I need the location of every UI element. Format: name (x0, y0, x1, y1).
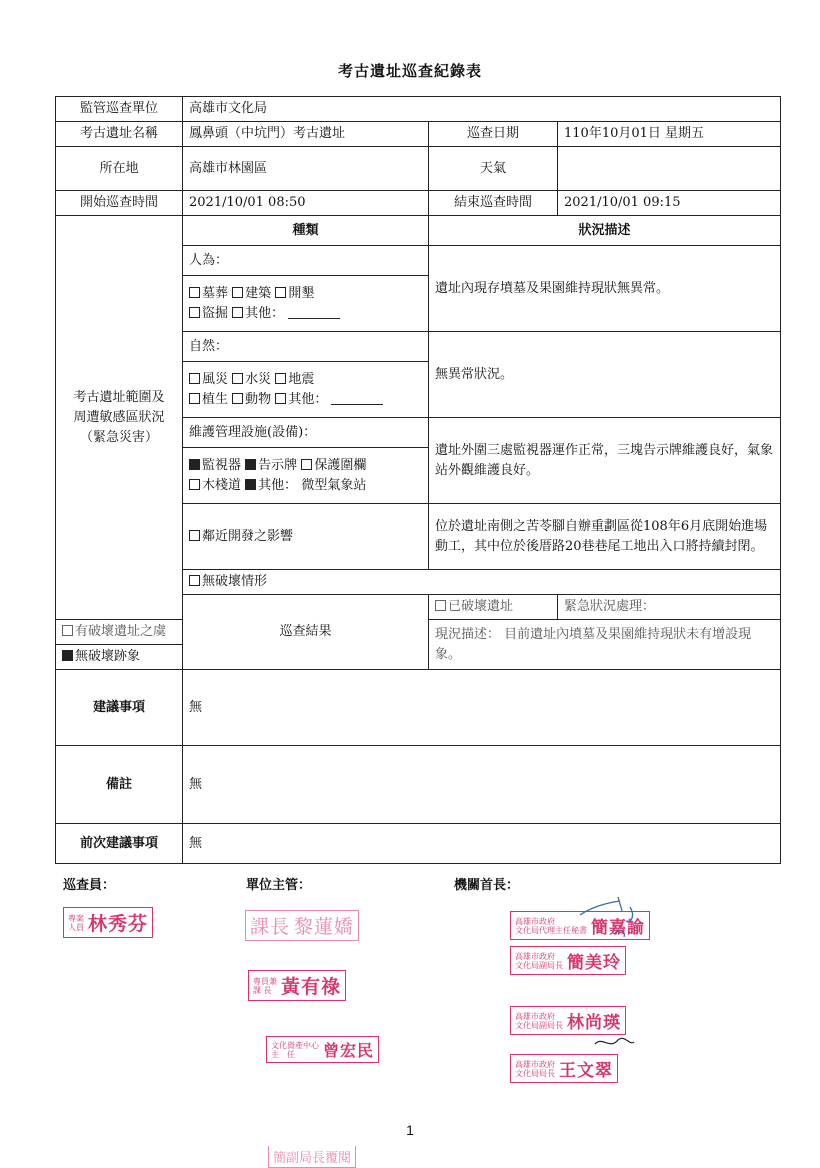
human-opt-building[interactable]: 建築 (232, 286, 271, 301)
facility-opt-camera[interactable]: 監視器 (189, 458, 241, 473)
facility-opt-other[interactable]: 其他： (245, 478, 297, 493)
weather-value (558, 147, 781, 191)
weather-label: 天氣 (429, 147, 558, 191)
facility-opt-boardwalk[interactable]: 木棧道 (189, 478, 241, 493)
no-damage-option[interactable]: 無破壞情形 (183, 570, 781, 595)
result-opt-none[interactable]: 無破壞跡象 (56, 645, 183, 670)
result-opt-risk[interactable]: 有破壞遺址之虞 (56, 620, 183, 645)
scope-label-line-2: 周遭敏感區狀況 (73, 409, 165, 425)
date-label: 巡查日期 (429, 122, 558, 147)
prev-value: 無 (183, 824, 781, 864)
end-label: 結束巡查時間 (429, 191, 558, 216)
type-header: 種類 (183, 216, 429, 246)
nature-opt-flood[interactable]: 水災 (232, 372, 271, 387)
facility-other-text: 微型氣象站 (301, 477, 367, 493)
scope-label (56, 216, 183, 620)
stamp-heritage-center: 文化資產中心 主 任 曾宏民 (266, 1036, 379, 1063)
nature-desc: 無異常狀況。 (429, 332, 781, 418)
human-opt-looting[interactable]: 盜掘 (189, 306, 228, 321)
location-value: 高雄市林園區 (183, 147, 429, 191)
suggest-value: 無 (183, 670, 781, 746)
start-value: 2021/10/01 08:50 (183, 191, 429, 216)
stamp-deputy-director-1: 高雄市政府 文化局副局長 簡美玲 (510, 946, 626, 975)
facility-desc: 遺址外圍三處監視器運作正常，三塊告示牌維護良好，氣象站外觀維護良好。 (429, 418, 781, 504)
human-options (183, 276, 429, 332)
site-row (56, 122, 781, 147)
inspection-form-table (55, 96, 781, 864)
human-desc: 遺址內現存墳墓及果園維持現狀無異常。 (429, 246, 781, 332)
handwritten-mark (590, 1030, 640, 1054)
stamp-section-chief: 課長 黎蓮嬌 (245, 910, 359, 941)
human-heading: 人為： (183, 246, 429, 276)
site-value: 鳳鼻頭（中坑門）考古遺址 (183, 122, 429, 147)
location-row (56, 147, 781, 191)
scope-label-line-1: 考古遺址範圍及 (73, 389, 165, 405)
scope-label-line-3: （緊急災害） (79, 429, 158, 445)
nearby-desc: 位於遺址南側之苦苓腳自辦重劃區從108年6月底開始進場動工，其中位於後厝路20巷巷尾工地出入口將持續封閉。 (429, 504, 781, 570)
unit-row (56, 97, 781, 122)
nature-other-blank (331, 392, 383, 405)
handwritten-date-marks (560, 893, 650, 953)
nature-options (183, 362, 429, 418)
unit-value: 高雄市文化局 (183, 97, 781, 122)
start-label: 開始巡查時間 (56, 191, 183, 216)
date-value: 110年10月01日 星期五 (558, 122, 781, 147)
time-row (56, 191, 781, 216)
stamp-inspector: 專案 人員 林秀芬 (63, 907, 153, 938)
nature-opt-other[interactable]: 其他： (275, 392, 327, 407)
facility-heading: 維護管理設施(設備)： (183, 418, 429, 448)
result-opt-destroyed[interactable]: 已破壞遺址 (429, 595, 558, 620)
page-title: 考古遺址巡查紀錄表 (337, 62, 482, 80)
nature-opt-vegetation[interactable]: 植生 (189, 392, 228, 407)
stamp-specialist: 專員兼 課 長 黃有祿 (248, 970, 346, 1001)
nature-opt-animal[interactable]: 動物 (232, 392, 271, 407)
site-label: 考古遺址名稱 (56, 122, 183, 147)
inspector-label: 巡查員： (63, 878, 116, 893)
remark-value: 無 (183, 746, 781, 824)
human-opt-burial[interactable]: 墓葬 (189, 286, 228, 301)
stamp-deputy-review: 簡副局長覆閱 (268, 1146, 356, 1168)
suggest-label: 建議事項 (56, 670, 183, 746)
nature-opt-earthquake[interactable]: 地震 (275, 372, 314, 387)
human-opt-cultivation[interactable]: 開墾 (275, 286, 314, 301)
human-opt-other[interactable]: 其他： (232, 306, 284, 321)
facility-opt-sign[interactable]: 告示牌 (245, 458, 297, 473)
human-other-blank (288, 306, 340, 319)
prev-label: 前次建議事項 (56, 824, 183, 864)
stamp-deputy-director-2: 高雄市政府 文化局副局長 林尚瑛 (510, 1006, 626, 1035)
result-label: 巡查結果 (183, 595, 429, 670)
emergency-text: 緊急狀況處理： (558, 595, 781, 620)
nature-heading: 自然： (183, 332, 429, 362)
supervisor-label: 單位主管： (246, 878, 312, 893)
desc-header: 狀況描述 (429, 216, 781, 246)
nearby-option[interactable]: 鄰近開發之影響 (183, 504, 429, 570)
nature-opt-typhoon[interactable]: 風災 (189, 372, 228, 387)
remark-label: 備註 (56, 746, 183, 824)
page-number: 1 (406, 1122, 414, 1138)
head-label: 機關首長： (454, 878, 520, 893)
facility-options (183, 448, 429, 504)
status-text: 現況描述： 目前遺址內墳墓及果園維持現狀未有增設現象。 (429, 620, 781, 670)
location-label: 所在地 (56, 147, 183, 191)
unit-label: 監管巡查單位 (56, 97, 183, 122)
facility-opt-fence[interactable]: 保護圍欄 (301, 458, 366, 473)
end-value: 2021/10/01 09:15 (558, 191, 781, 216)
stamp-director: 高雄市政府 文化局局長 王文翠 (510, 1054, 618, 1083)
stamp-secretary: 高雄市政府 文化局代理主任秘書 簡嘉諭 (510, 911, 650, 940)
